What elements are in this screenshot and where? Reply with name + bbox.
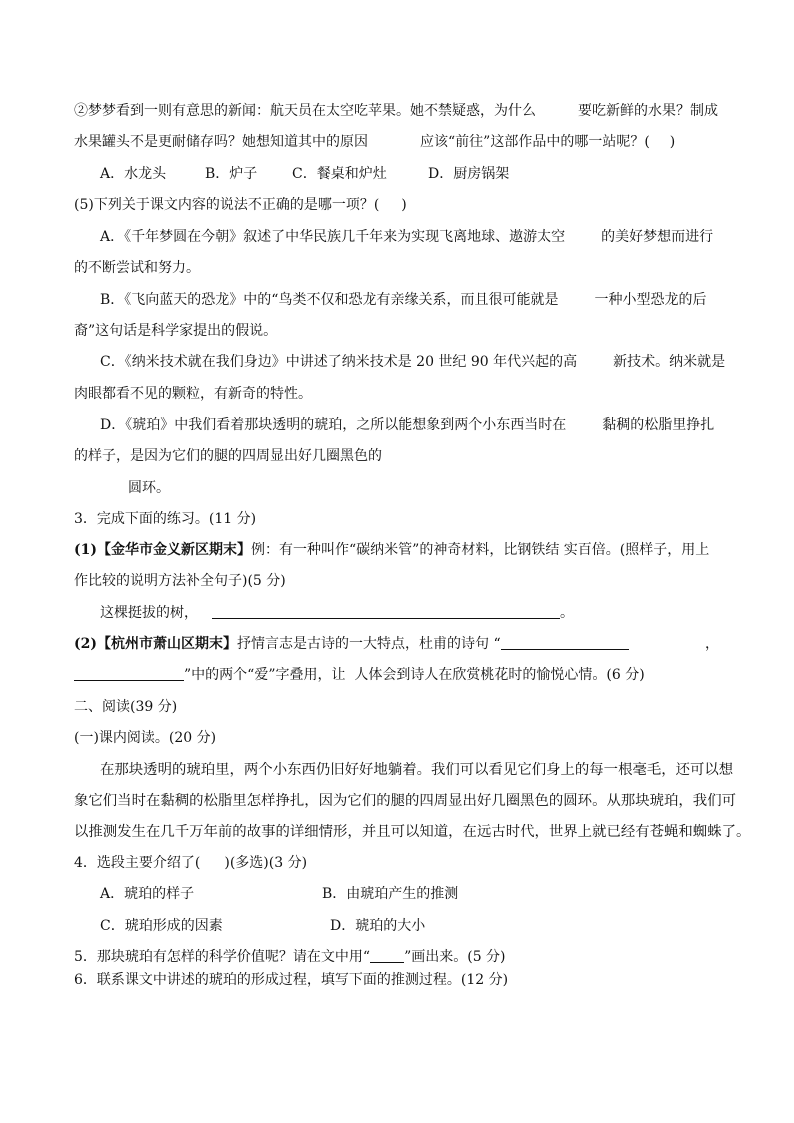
q3-part2-line2 [74, 665, 645, 685]
q3-part2-tag: (2)【杭州市萧山区期末】 [74, 636, 237, 652]
q3-part2-blank-1[interactable] [501, 635, 629, 650]
q3-part1-answer-blank[interactable] [212, 604, 560, 619]
q5-text: 5．那块琥珀有怎样的科学价值呢？请在文中用“ [74, 949, 371, 965]
q2-5-stem [74, 195, 407, 215]
q2-5-b-cont: 一种小型恐龙的后 [594, 292, 707, 308]
q2-5-stem-text: (5)下列关于课文内容的说法不正确的是哪一项？( [74, 197, 380, 213]
q2-5-option-d-line3: 圆环。 [128, 480, 170, 496]
q2-5-d-text: D．《琥珀》中我们看着那块透明的琥珀，之所以能想象到两个小东西当时在 [100, 417, 567, 433]
q4-option-d[interactable]: D．琥珀的大小 [330, 918, 426, 934]
q2-5-paren-close: ) [401, 197, 407, 213]
q2-5-option-d-line2: 的样子，是因为它们的腿的四周显出好几圈黑色的 [74, 448, 382, 464]
q2-5-option-c-line1[interactable] [100, 352, 725, 372]
q2-2-line1-cont: 要吃新鲜的水果？制成 [578, 103, 718, 119]
q3-part1-text: 例：有一种叫作“碳纳米管”的神奇材料，比钢铁结 实百倍。(照样子，用上 [251, 542, 710, 558]
q3-part1-answer-line [100, 603, 574, 623]
passage-line-1: 在那块透明的琥珀里，两个小东西仍旧好好地躺着。我们可以看见它们身上的每一根毫毛，还可以想 [100, 762, 734, 778]
q2-5-option-d-line1[interactable] [100, 415, 714, 435]
q2-2-line2 [74, 132, 675, 152]
section-reading-subtitle: (一)课内阅读。(20 分) [74, 730, 217, 746]
q2-5-option-a-line2: 的不断尝试和努力。 [74, 260, 200, 276]
q4-stem-cont: )(多选)(3 分) [224, 855, 308, 871]
q2-2-option-b[interactable]: B．炉子 [205, 166, 258, 182]
passage-line-3: 以推测发生在几千万年前的故事的详细情形，并且可以知道，在远古时代，世界上就已经有苍蝇和蜘蛛了。 [74, 824, 751, 840]
q3-title: 3．完成下面的练习。(11 分) [74, 511, 257, 527]
q3-part2-text-cont: ”中的两个“爱”字叠用，让 人体会到诗人在欣赏桃花时的愉悦心情。(6 分) [184, 667, 645, 683]
q2-2-option-a[interactable]: A．水龙头 [100, 166, 167, 182]
q3-part1-answer-prefix: 这棵挺拔的树， [100, 605, 198, 621]
q2-5-a-text: A．《千年梦圆在今朝》叙述了中华民族几千年来为实现飞离地球、遨游太空 [100, 229, 566, 245]
q2-2-line2-cont: 应该“前往”这部作品中的哪一站呢？( [420, 134, 650, 150]
q2-5-option-b-line1[interactable] [100, 290, 706, 310]
q3-part1-tag: (1)【金华市金义新区期末】 [74, 542, 251, 558]
q2-5-option-a-line1[interactable] [100, 227, 713, 247]
q4-option-b[interactable]: B．由琥珀产生的推测 [322, 886, 459, 902]
q2-5-d-cont: 黏稠的松脂里挣扎 [602, 417, 715, 433]
q2-5-option-c-line2: 肉眼都看不见的颗粒，有新奇的特性。 [74, 386, 312, 402]
section-reading-title: 二、阅读(39 分) [74, 699, 178, 715]
q4-option-c[interactable]: C．琥珀形成的因素 [100, 918, 223, 934]
q5-line [74, 947, 506, 967]
q2-5-c-cont: 新技术。纳米就是 [613, 354, 726, 370]
q5-underline-mark [370, 948, 404, 963]
q2-2-option-c[interactable]: C．餐桌和炉灶 [292, 166, 387, 182]
q4-stem [74, 853, 307, 873]
q2-2-line1 [74, 101, 718, 121]
q5-text-cont: ”画出来。(5 分) [404, 949, 506, 965]
passage-line-2: 象它们当时在黏稠的松脂里怎样挣扎，因为它们的腿的四周显出好几圈黑色的圆环。从那块琥珀，我们可 [74, 793, 736, 809]
q2-5-a-cont: 的美好梦想而进行 [601, 229, 714, 245]
q2-2-line1-text: ②梦梦看到一则有意思的新闻：航天员在太空吃苹果。她不禁疑惑，为什么 [74, 103, 536, 119]
q3-part2-text: 抒情言志是古诗的一大特点，杜甫的诗句 “ [237, 636, 501, 652]
q4-stem-text: 4．选段主要介绍了( [74, 855, 201, 871]
q3-part2-comma: ， [705, 636, 719, 652]
q3-part2-blank-2[interactable] [74, 666, 184, 681]
q3-part2-line1 [74, 634, 629, 654]
q2-5-option-b-line2: 裔”这句话是科学家提出的假说。 [74, 323, 278, 339]
q2-5-c-text: C．《纳米技术就在我们身边》中讲述了纳米技术是 20 世纪 90 年代兴起的高 [100, 354, 578, 370]
q2-2-paren-close: ) [669, 134, 676, 150]
q3-part1-line1 [74, 540, 709, 560]
q2-2-line2-text: 水果罐头不是更耐储存吗？她想知道其中的原因 [74, 134, 368, 150]
q3-part1-line2: 作比较的说明方法补全句子)(5 分) [74, 573, 286, 589]
q4-option-a[interactable]: A．琥珀的样子 [100, 886, 195, 902]
q3-part1-answer-end: 。 [560, 605, 574, 621]
q2-2-option-d[interactable]: D．厨房锅架 [428, 166, 510, 182]
q2-5-b-text: B．《飞向蓝天的恐龙》中的“鸟类不仅和恐龙有亲缘关系，而且很可能就是 [100, 292, 559, 308]
q6-line: 6．联系课文中讲述的琥珀的形成过程，填写下面的推测过程。(12 分) [74, 972, 509, 988]
